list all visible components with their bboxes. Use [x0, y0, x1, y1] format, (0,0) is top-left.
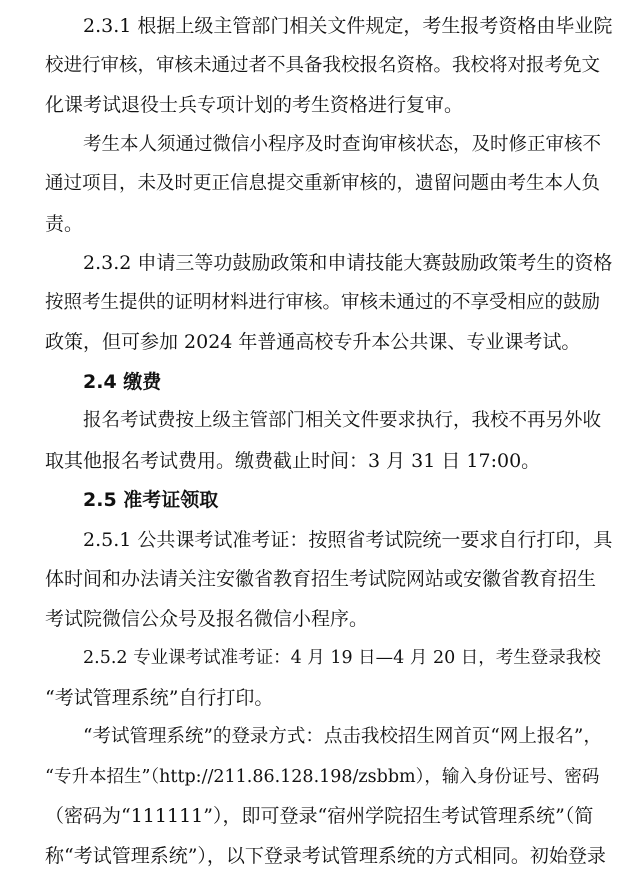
paragraph-2-4-line-1: 报名考试费按上级主管部门相关文件要求执行，我校不再另外收	[83, 410, 602, 431]
paragraph-2-5-2-line-2: “考试管理系统”自行打印。	[45, 687, 274, 709]
paragraph-login-line-2: “专升本招生”（http://211.86.128.198/zsbbm），输入身份证号、密码	[45, 767, 600, 787]
paragraph-login-line-4: 称“考试管理系统”），以下登录考试管理系统的方式相同。初始登录	[45, 845, 606, 867]
paragraph-2-3-1-line-3: 化课考试退役士兵专项计划的考生资格进行复审。	[45, 94, 464, 116]
section-heading-2-5: 2.5 准考证领取	[83, 489, 219, 511]
paragraph-2-5-1-line-2: 体时间和办法请关注安徽省教育招生考试院网站或安徽省教育招生	[45, 568, 597, 590]
paragraph-2-4-line-2: 取其他报名考试费用。缴费截止时间：3 月 31 日 17:00。	[45, 450, 541, 472]
paragraph-review-note-line-3: 责。	[45, 213, 84, 235]
section-heading-2-4: 2.4 缴费	[83, 371, 162, 393]
paragraph-2-3-1-line-2: 校进行审核，审核未通过者不具备我校报名资格。我校将对报考免文	[45, 55, 601, 76]
paragraph-review-note-line-2: 通过项目，未及时更正信息提交重新审核的，遗留问题由考生本人负	[45, 173, 601, 194]
paragraph-login-line-3: （密码为“111111”），即可登录“宿州学院招生考试管理系统”（简	[45, 805, 594, 827]
paragraph-2-3-2-line-3: 政策，但可参加 2024 年普通高校专升本公共课、专业课考试。	[45, 331, 581, 353]
paragraph-2-3-2-line-1: 2.3.2 申请三等功鼓励政策和申请技能大赛鼓励政策考生的资格	[83, 252, 613, 274]
paragraph-2-3-2-line-2: 按照考生提供的证明材料进行审核。审核未通过的不享受相应的鼓励	[45, 292, 601, 313]
paragraph-2-5-1-line-3: 考试院微信公众号及报名微信小程序。	[45, 608, 369, 630]
paragraph-2-5-2-line-1: 2.5.2 专业课考试准考证：4 月 19 日—4 月 20 日，考生登录我校	[83, 648, 601, 668]
paragraph-2-3-1-line-1: 2.3.1 根据上级主管部门相关文件规定，考生报考资格由毕业院	[83, 15, 613, 37]
paragraph-login-line-1: “考试管理系统”的登录方式：点击我校招生网首页“网上报名”，	[83, 726, 602, 747]
paragraph-2-5-1-line-1: 2.5.1 公共课考试准考证：按照省考试院统一要求自行打印，具	[83, 529, 613, 551]
paragraph-review-note-line-1: 考生本人须通过微信小程序及时查询审核状态，及时修正审核不	[83, 134, 602, 155]
